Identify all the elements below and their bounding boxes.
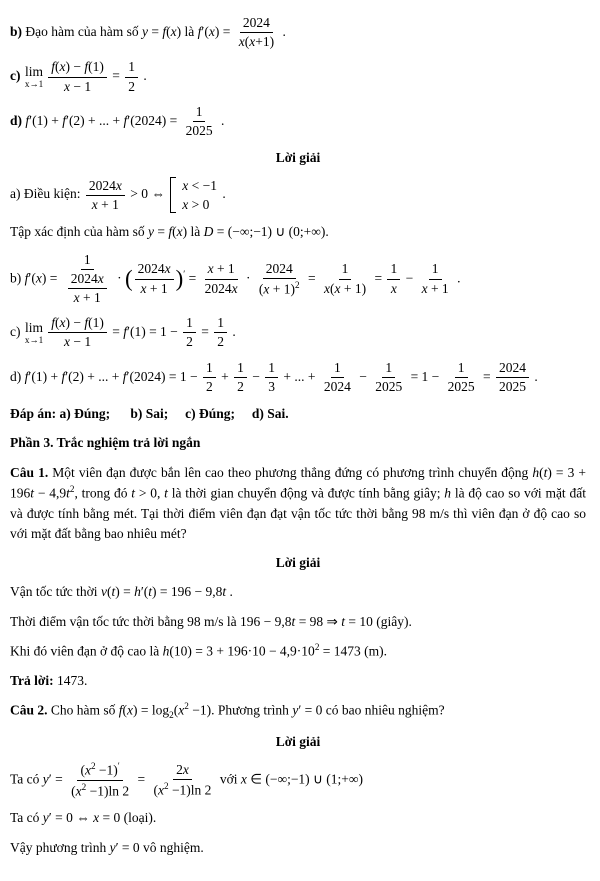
fraction: $\frac{2024x}{x + 1}$ <box>86 178 125 213</box>
loi-giai-1: Lời giải <box>275 150 321 166</box>
case-row: x > 0 <box>182 196 210 212</box>
fraction: $\frac{x + 1}{2024x}$ <box>204 261 238 296</box>
derivative-line: Ta có y′ = $\frac{(x^2 -1)'}{(x^2 -1)\ln 2}$ = $\frac{2x}{(x^2 -1)\ln 2}$ với x ∈ (−∞;−1) ∪ (1;+∞) <box>10 761 364 799</box>
tra-loi: Trả lời: 1473. <box>10 672 88 688</box>
fraction: $\frac{2024}{(x + 1)^2}$ <box>258 260 300 297</box>
loi-giai-3: Lời giải <box>275 733 321 749</box>
fraction: $\frac{2024}{2025}$ <box>496 360 529 395</box>
loi-giai-2: Lời giải <box>275 555 321 571</box>
root-line: Ta có y′ = 0 ⇔ x = 0 (loại). <box>10 810 157 826</box>
velocity-line: Vận tốc tức thời v(t) = h′(t) = 196 − 9,8t . <box>10 584 233 600</box>
fraction: $\frac{2024x}{x + 1}$ <box>68 271 107 306</box>
height-line: Khi đó viên đạn ở độ cao là $h(10) = 3 + 196\cdot 10 - 4,9\cdot 10^2 = 1473$ (m). <box>10 641 388 659</box>
sol-d: d) f′(1) + f′(2) + ... + f′(2024) = 1 − $\frac{1}{2}$ + $\frac{1}{2}$ − $\frac{1}{3}$ + ... + $\frac{1}{2024}$ − $\frac{1}{2025}$ = 1 − $\frac{1}{2025}$ = $\frac{2024}{2025}$ . <box>10 359 538 394</box>
fraction: $\frac{1}{2}$ <box>183 315 196 350</box>
section-heading: Phần 3. Trắc nghiệm trả lời ngắn <box>10 435 201 451</box>
conclusion-line: Vậy phương trình y′ = 0 vô nghiệm. <box>10 839 204 855</box>
left-square-bracket-icon <box>170 177 176 213</box>
fraction: $\frac{1}{2025}$ <box>375 359 403 394</box>
fraction: $\frac{1}{2025}$ <box>447 359 475 394</box>
fraction: $\frac{(x^2 -1)'}{(x^2 -1)\ln 2}$ <box>71 761 130 799</box>
answer-summary: Đáp án: a) Đúng; b) Sai; c) Đúng; d) Sai. <box>10 406 289 422</box>
fraction: $\frac{1}{2024}$ <box>323 359 351 394</box>
time-line: Thời điểm vận tốc tức thời bằng 98 m/s là 196 − 9,8t = 98 ⇒ t = 10 (giây). <box>10 613 412 629</box>
fraction: $\frac{2024}{x(x+1)}$ <box>238 15 275 50</box>
fraction: $\frac{2024x}{x + 1}$ <box>135 261 174 296</box>
cases-bracket <box>170 177 217 213</box>
cau-1: Câu 1. Một viên đạn được bắn lên cao theo phương thẳng đứng có phương trình chuyển động $h(t) = 3 + 196t - 4,9t^2$, trong đó t > 0, t là thời gian chuyển động và được tính bằng giây; h là độ cao so với mặt đất và được tính bằng mét. Tại thời điểm viên đạn đạt vận tốc tức thời bằng 98 m/s thì viên đạn ở độ cao so với mặt đất bằng bao nhiêu mét? <box>10 464 586 541</box>
cau-2: Câu 2. Cho hàm số $f(x) = \log_2(x^2 -1)$. Phương trình y′ = 0 có bao nhiêu nghiệm? <box>10 700 445 720</box>
fraction: $\frac{1}{x + 1}$ <box>421 261 449 296</box>
fraction: $\frac{1}{\frac{2024x}{x + 1}}$ <box>63 252 112 307</box>
case-row: x < −1 <box>182 178 217 194</box>
fraction: $\frac{1}{2}$ <box>203 360 216 395</box>
limit: lim x→1 <box>24 63 44 89</box>
fraction: $\frac{1}{2}$ <box>214 315 227 350</box>
sol-domain: Tập xác định của hàm số y = f(x) là D = (−∞;−1) ∪ (0;+∞). <box>10 224 329 240</box>
stmt-b: b) Đạo hàm của hàm số y = f(x) là f′(x) = $\frac{2024}{x(x+1)}$ . <box>10 15 286 50</box>
fraction: $\frac{1}{2}$ <box>234 360 247 395</box>
sol-b: b) f′(x) = $\frac{1}{\frac{2024x}{x + 1}}$ · ( $\frac{2024x}{x + 1}$ )′ = $\frac{x + 1}{2024x}$ · $\frac{2024}{(x + 1)^2}$ = $\frac{1}{x(x + 1)}$ = $\frac{1}{x}$ − $\frac{1}{x + 1}$ . <box>10 251 461 306</box>
stmt-d: d) f′(1) + f′(2) + ... + f′(2024) = $\frac{1}{2025}$ . <box>10 103 225 138</box>
sol-c: c) lim x→1 $\frac{f(x) - f(1)}{x - 1}$ = f′(1) = 1 − $\frac{1}{2}$ = $\frac{1}{2}$ . <box>10 315 236 350</box>
stmt-c: c) lim x→1 $\frac{f(x) - f(1)}{x - 1}$ = $\frac{1}{2}$ . <box>10 59 147 94</box>
limit: lim x→1 <box>24 319 44 345</box>
fraction: $\frac{1}{x(x + 1)}$ <box>323 261 367 296</box>
fraction: $\frac{f(x) - f(1)}{x - 1}$ <box>48 315 107 350</box>
fraction: $\frac{1}{2}$ <box>125 59 138 94</box>
fraction: $\frac{1}{3}$ <box>265 360 278 395</box>
fraction: $\frac{2x}{(x^2 -1)\ln 2}$ <box>153 761 212 798</box>
fraction: $\frac{1}{2025}$ <box>185 103 213 138</box>
fraction: $\frac{f(x) - f(1)}{x - 1}$ <box>48 59 107 94</box>
fraction: $\frac{1}{x}$ <box>387 261 400 296</box>
sol-a-condition: a) Điều kiện: $\frac{2024x}{x + 1}$ > 0 ⇔ x < −1 x > 0 . <box>10 177 226 212</box>
